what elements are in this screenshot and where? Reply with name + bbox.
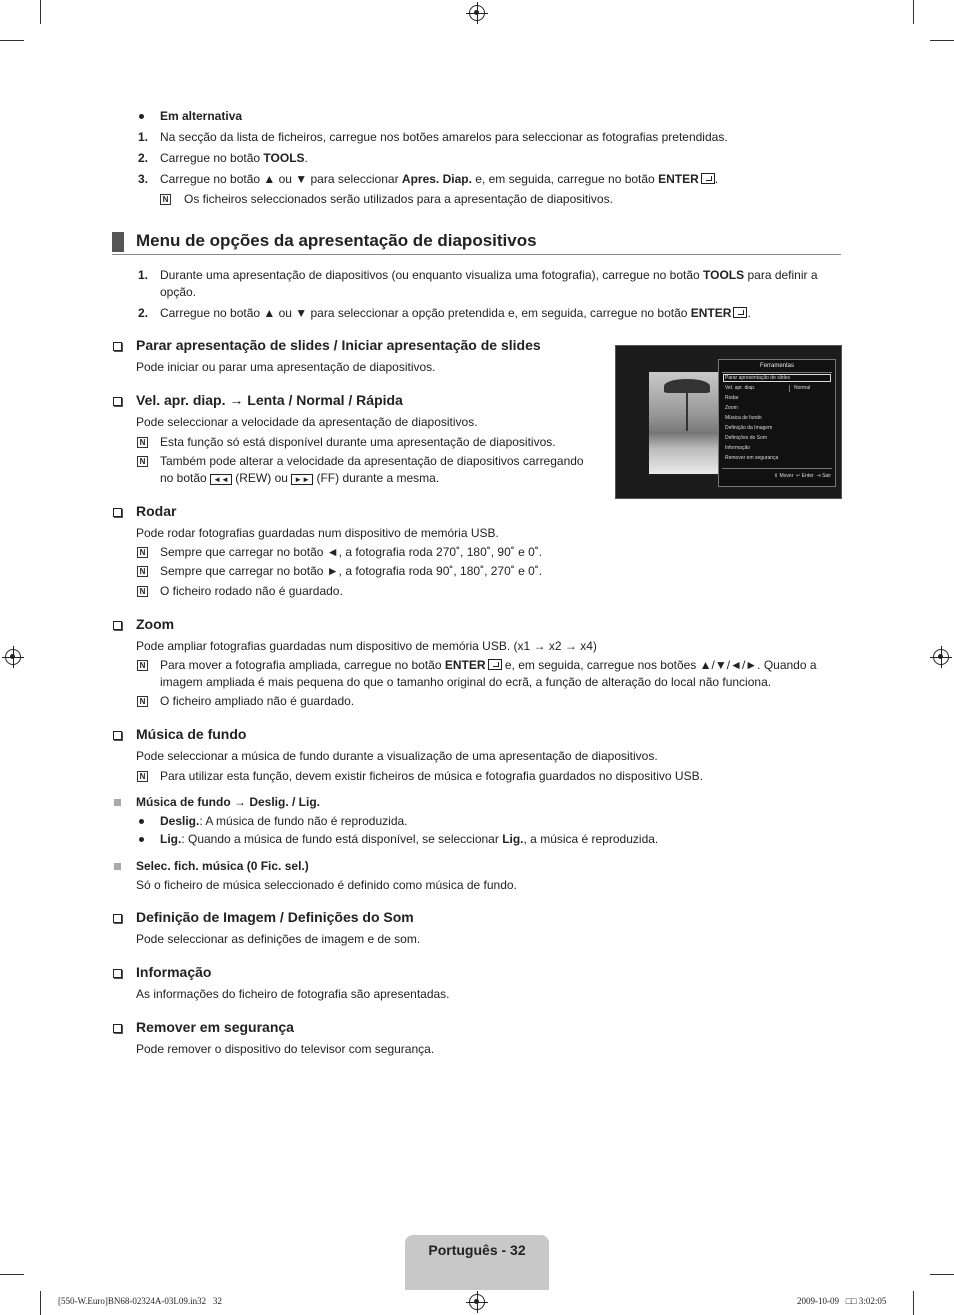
tools-footer [719,473,831,479]
tools-item[interactable]: Remover em segurança [725,455,779,461]
item-desc: Pode remover o dispositivo do televisor com segurança. [136,1042,435,1056]
section-title: Menu de opções da apresentação de diapositivos [136,231,537,250]
note-icon: N [137,660,148,671]
step-text: Carregue no botão ▲ ou ▼ para seleccionar a opção pretendida e, em seguida, carregue no botão ENTER . [160,306,751,320]
item-desc: Pode rodar fotografias guardadas num dispositivo de memória USB. [136,526,499,540]
item-title-vel: Vel. apr. diap. → Lenta / Normal / Rápida [136,392,403,408]
registration-mark-icon [933,649,949,665]
bullet-text: Deslig.: A música de fundo não é reproduzida. [160,814,408,828]
step-number: 3. [138,172,149,186]
note-icon: N [137,437,148,448]
note-icon: N [137,586,148,597]
note-text: Também pode alterar a velocidade da apresentação de diapositivos carregando [160,454,584,468]
tools-item[interactable]: Vel. apr. diap. [725,385,756,391]
sub-bullet-icon [114,799,121,806]
tools-menu-divider [722,372,832,373]
tv-screenshot [615,345,842,499]
tools-item[interactable]: Zoom [725,405,738,411]
item-title-rodar: Rodar [136,503,177,519]
note-text: Sempre que carregar no botão ►, a fotografia roda 90˚, 180˚, 270˚ e 0˚. [160,564,543,578]
item-title-definicao: Definição de Imagem / Definições do Som [136,909,414,925]
step-text: Carregue no botão TOOLS. [160,151,308,165]
footer-exit: Sair [822,473,831,479]
item-desc: Pode seleccionar as definições de imagem e de som. [136,932,421,946]
note-icon: N [160,194,171,205]
checkbox-bullet-icon [113,621,122,630]
enter-icon [733,307,747,318]
checkbox-bullet-icon [113,969,122,978]
registration-mark-icon [5,649,21,665]
bullet-icon [139,819,144,824]
note-text: Os ficheiros seleccionados serão utilizados para a apresentação de diapositivos. [184,192,613,206]
date-info: 2009-10-09 □□ 3:02:05 [797,1296,887,1306]
move-icon: ⇕ [773,473,779,479]
tools-item[interactable]: Definições do Som [725,435,767,441]
step-text: Carregue no botão ▲ ou ▼ para seleccionar Apres. Diap. e, em seguida, carregue no botão ENTER . [160,172,719,186]
tools-speed-divider [789,385,790,392]
tools-menu [718,359,836,487]
tools-speed-value: Normal [794,385,811,391]
item-desc: Pode iniciar ou parar uma apresentação de diapositivos. [136,360,436,374]
sub-title: Música de fundo → Deslig. / Lig. [136,795,321,809]
checkbox-bullet-icon [113,508,122,517]
tools-item[interactable]: Rodar [725,395,739,401]
item-title-zoom: Zoom [136,616,175,632]
note-text: Esta função só está disponível durante uma apresentação de diapositivos. [160,435,556,449]
checkbox-bullet-icon [113,731,122,740]
bullet-icon [139,114,144,119]
item-title-parar: Parar apresentação de slides / Iniciar apresentação de slides [136,337,541,353]
item-title-info: Informação [136,964,212,980]
enter-icon [701,173,715,184]
item-title-remover: Remover em segurança [136,1019,294,1035]
note-icon: N [137,566,148,577]
note-icon: N [137,696,148,707]
step-number: 2. [138,306,149,320]
registration-mark-icon [469,5,485,21]
section-marker [112,232,124,252]
checkbox-bullet-icon [113,1024,122,1033]
item-desc: Pode seleccionar a velocidade da apresentação de diapositivos. [136,415,478,429]
item-desc: Pode ampliar fotografias guardadas num dispositivo de memória USB. (x1 → x2 → x4) [136,639,597,653]
note-text: O ficheiro ampliado não é guardado. [160,694,355,708]
sub-bullet-icon [114,863,121,870]
tools-menu-title: Ferramentas [759,363,794,369]
bullet-icon [139,837,144,842]
footer-move: Mover [779,473,794,479]
footer-enter: Enter [801,473,814,479]
tools-item[interactable]: Definição da Imagem [725,425,773,431]
note-text: no botão ◄◄ (REW) ou ►► (FF) durante a mesma. [160,471,440,485]
note-text: Sempre que carregar no botão ◄, a fotografia roda 270˚, 180˚, 90˚ e 0˚. [160,545,543,559]
file-info: [550-W.Euro]BN68-02324A-03L09.in32 32 [58,1296,222,1306]
checkbox-bullet-icon [113,397,122,406]
step-number: 2. [138,151,149,165]
checkbox-bullet-icon [113,914,122,923]
note-text: Para utilizar esta função, devem existir ficheiros de música e fotografia guardados no dispositivo USB. [160,769,703,783]
item-title-musica: Música de fundo [136,726,247,742]
item-desc: As informações do ficheiro de fotografia são apresentadas. [136,987,450,1001]
page-label: Português - 32 [428,1242,526,1258]
ff-icon: ►► [291,474,313,485]
bullet-heading: Em alternativa [160,109,243,123]
step-text: Durante uma apresentação de diapositivos (ou enquanto visualiza uma fotografia), carregue no botão TOOLS para definir a [160,268,818,282]
umbrella-pole [686,391,688,431]
bullet-text: Lig.: Quando a música de fundo está disponível, se seleccionar Lig., a música é reproduzida. [160,832,659,846]
note-icon: N [137,771,148,782]
tools-footer-divider [722,468,832,469]
exit-icon: ⇥ [816,473,821,479]
section-underline [112,254,841,255]
note-icon: N [137,547,148,558]
item-desc: Pode seleccionar a música de fundo durante a visualização de uma apresentação de diapositivos. [136,749,658,763]
tools-item[interactable]: Informação [725,445,751,451]
step-text: Na secção da lista de ficheiros, carregue nos botões amarelos para seleccionar as fotografias pretendidas. [160,130,728,144]
enter-icon [488,659,502,670]
registration-mark-icon [469,1294,485,1310]
note-text-line2: imagem ampliada é mais pequena do que o tamanho original do ecrã, a função de alteração do local não funciona. [160,675,772,689]
note-icon: N [137,456,148,467]
enter-small-icon: ↵ [796,473,801,479]
rew-icon: ◄◄ [210,474,232,485]
note-text: Para mover a fotografia ampliada, carregue no botão ENTER e, em seguida, carregue nos botões ▲/▼/◄/►. Quando a [160,658,817,672]
sub-desc: Só o ficheiro de música seleccionado é definido como música de fundo. [136,878,517,892]
tools-item[interactable]: Música de fundo [725,415,762,421]
note-text: O ficheiro rodado não é guardado. [160,584,343,598]
step-number: 1. [138,130,149,144]
sub-title: Selec. fich. música (0 Fic. sel.) [136,859,309,873]
page-number-tab [405,1235,549,1290]
step-number: 1. [138,268,149,282]
tools-item[interactable]: Parar apresentação de slides [725,375,791,381]
step-text-line2: opção. [160,285,197,299]
checkbox-bullet-icon [113,342,122,351]
